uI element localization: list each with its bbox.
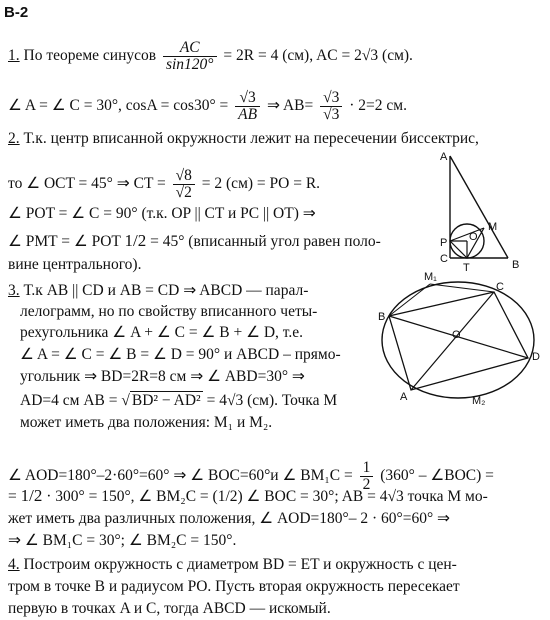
ct-result: = 2 (см) = PO = R. [201,175,321,193]
sqrt-expression: BD² − AD² [131,392,201,409]
diagonal-ac [411,292,494,390]
fraction-numerator: AC [163,40,217,57]
circle-figure [372,270,544,410]
label-b2: B [378,311,386,323]
equals-sign: = [8,488,17,505]
fraction-cos [235,90,260,123]
fraction-denominator: 2 [362,476,371,493]
angle-pmt: ∠ PMT = ∠ POT [8,233,121,250]
side-ab [450,156,508,258]
sqrt-value: √3 [361,47,379,65]
triangle-figure [420,148,545,274]
problem-4-text: Построим окружность с диаметром BD = ET и окружность с цен- [23,556,457,573]
angle-oct: то ∠ OCT = 45° ⇒ CT = [8,175,166,193]
ab-value-text: = 4√3 (см). Точка M [206,392,338,409]
rectangle-abcd [389,292,528,390]
ab-equation: ⇒ AB= [266,97,314,115]
label-t: T [463,262,470,274]
problem-1-result: = 2R = 4 (см), AC = 2 [223,47,362,65]
fraction-numerator: 1 [360,460,374,477]
problem-4-number: 4. [8,556,20,573]
label-a: A [440,151,448,163]
ab-result: · 2=2 см. [349,97,407,115]
problem-3-line-6: AD=4 см AB = √ BD² − AD² = 4√3 (см). Точка M [20,392,338,409]
label-o2: O [452,329,461,341]
problem-4-line-2: тром в точке B и радиусом PO. Пусть вторая окружность пересекает [8,578,460,595]
problem-3-line-7: может иметь два положения: M₁ и M₂. [20,414,273,431]
problem-2-line-1 [8,130,479,148]
label-a2: A [400,391,408,403]
problem-3-line-11: ⇒ ∠ BM₁C = 30°; ∠ BM₂C = 150°. [8,532,237,549]
problem-2-line-4 [8,232,381,251]
fraction-denominator: AB [238,106,258,123]
label-d2: D [532,351,540,363]
problem-3-number: 3. [8,282,20,299]
inscribed-angle-text: = 45° (вписанный угол равен поло- [150,233,381,250]
half-fraction-2: 1/2 [20,486,43,505]
ad-ab-text: AD=4 см AB = [20,392,118,409]
problem-3-line-4: ∠ A = ∠ C = ∠ B = ∠ D = 90° и ABCD – прямо- [20,346,341,363]
problem-1-line-1 [8,40,413,73]
label-p: P [440,237,448,249]
page-header: В-2 [4,4,29,21]
label-c2: C [496,281,504,293]
fraction-denominator: sin120° [165,56,214,73]
label-m2: M₂ [472,395,486,407]
angle-bm2c-text: · 300° = 150°, ∠ BM₂C = (1/2) ∠ BOC = 30°; AB = 4√3 точка M мо- [46,488,488,505]
label-m: M [488,221,498,233]
problem-2-number: 2. [8,130,20,147]
angle-aod: ∠ AOD=180°–2·60°=60° ⇒ ∠ BOC=60°и ∠ BM₁C = [8,467,353,485]
problem-1-text: По теореме синусов [23,47,157,65]
problem-2-line-5: вине центрального). [8,256,142,273]
fraction-denominator: √2 [175,184,192,201]
fraction-numerator: √3 [235,90,260,107]
segment-pm [450,228,484,241]
angle-boc-expr: (360° – ∠BOC) = [380,467,494,485]
problem-1-line-2 [8,90,407,123]
problem-1-unit: (см). [382,47,413,65]
problem-3-line-1 [8,282,308,300]
problem-2-text: Т.к. центр вписанной окружности лежит на пересечении биссектрис, [23,130,479,147]
problem-3-line-5: угольник ⇒ BD=2R=8 см ⇒ ∠ ABD=30° ⇒ [20,368,305,385]
problem-3-line-10: жет иметь два различных положения, ∠ AOD=180°– 2 · 60°=60° ⇒ [8,510,451,527]
problem-2-line-3: ∠ POT = ∠ C = 90° (т.к. OP || CT и PC || OT) ⇒ [8,205,316,222]
label-o: O [469,231,478,243]
fraction-numerator: √3 [320,90,342,107]
problem-3-line-2: лелограмм, но по свойству вписанного четы- [20,303,318,320]
half-fraction: 1/2 [124,231,147,250]
fraction-sqrt3 [320,90,342,123]
problem-1-number: 1. [8,47,20,65]
problem-4-line-3: первую в точках A и C, тогда ABCD — искомый. [8,600,331,617]
problem-2-line-2 [8,168,320,201]
label-m1: M₁ [424,271,437,283]
problem-3-line-9 [8,487,488,506]
problem-4-line-1 [8,556,457,574]
fraction-numerator: √8 [173,168,195,185]
fraction-ac-sin120 [163,40,217,73]
problem-3-line-3: рехугольника ∠ A + ∠ C = ∠ B + ∠ D, т.е. [20,324,304,341]
label-c: C [440,253,448,265]
fraction-ct [173,168,195,201]
fraction-denominator: √3 [323,106,340,123]
label-b: B [512,259,520,271]
problem-3-text: Т.к AB || CD и AB = CD ⇒ ABCD — парал- [23,282,309,299]
angle-equation: ∠ A = ∠ C = 30°, cosA = cos30° = [8,97,229,115]
